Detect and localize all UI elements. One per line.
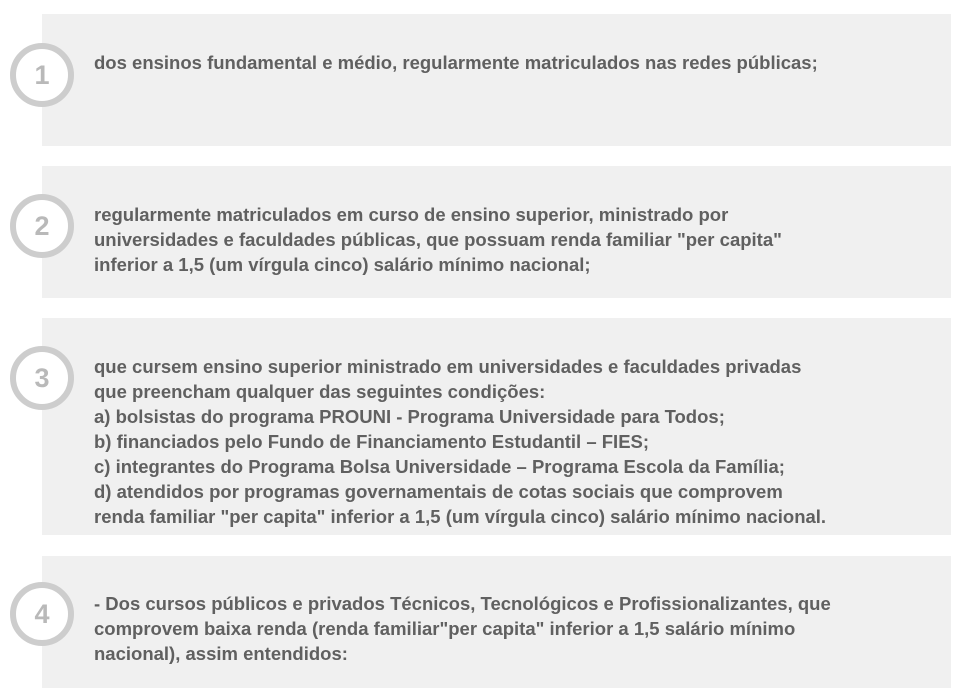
text-line: dos ensinos fundamental e médio, regularmente matriculados nas redes públicas; — [94, 52, 818, 73]
text-line: regularmente matriculados em curso de ensino superior, ministrado por — [94, 204, 729, 225]
text-line: a) bolsistas do programa PROUNI - Programa Universidade para Todos; — [94, 406, 725, 427]
number-badge-1: 1 — [10, 43, 74, 107]
text-line: nacional), assim entendidos: — [94, 643, 348, 664]
number-badge-3: 3 — [10, 346, 74, 410]
list-item-text-3 — [94, 354, 924, 529]
list-item-text-2 — [94, 202, 924, 277]
number-badge-4: 4 — [10, 582, 74, 646]
text-line: - Dos cursos públicos e privados Técnicos, Tecnológicos e Profissionalizantes, que — [94, 593, 831, 614]
text-line: d) atendidos por programas governamentais de cotas sociais que comprovem — [94, 481, 783, 502]
text-line: c) integrantes do Programa Bolsa Universidade – Programa Escola da Família; — [94, 456, 785, 477]
text-line: b) financiados pelo Fundo de Financiamento Estudantil – FIES; — [94, 431, 650, 452]
text-line: comprovem baixa renda (renda familiar"per capita" inferior a 1,5 salário mínimo — [94, 618, 796, 639]
list-item-text-1 — [94, 50, 924, 75]
text-line: que preencham qualquer das seguintes condições: — [94, 381, 546, 402]
text-line: renda familiar "per capita" inferior a 1,5 (um vírgula cinco) salário mínimo nacional. — [94, 506, 827, 527]
number-badge-2: 2 — [10, 194, 74, 258]
text-line: universidades e faculdades públicas, que possuam renda familiar "per capita" — [94, 229, 782, 250]
text-line: inferior a 1,5 (um vírgula cinco) salário mínimo nacional; — [94, 254, 591, 275]
text-line: que cursem ensino superior ministrado em universidades e faculdades privadas — [94, 356, 802, 377]
list-item-text-4 — [94, 591, 924, 666]
list-item-card-1 — [42, 14, 951, 146]
